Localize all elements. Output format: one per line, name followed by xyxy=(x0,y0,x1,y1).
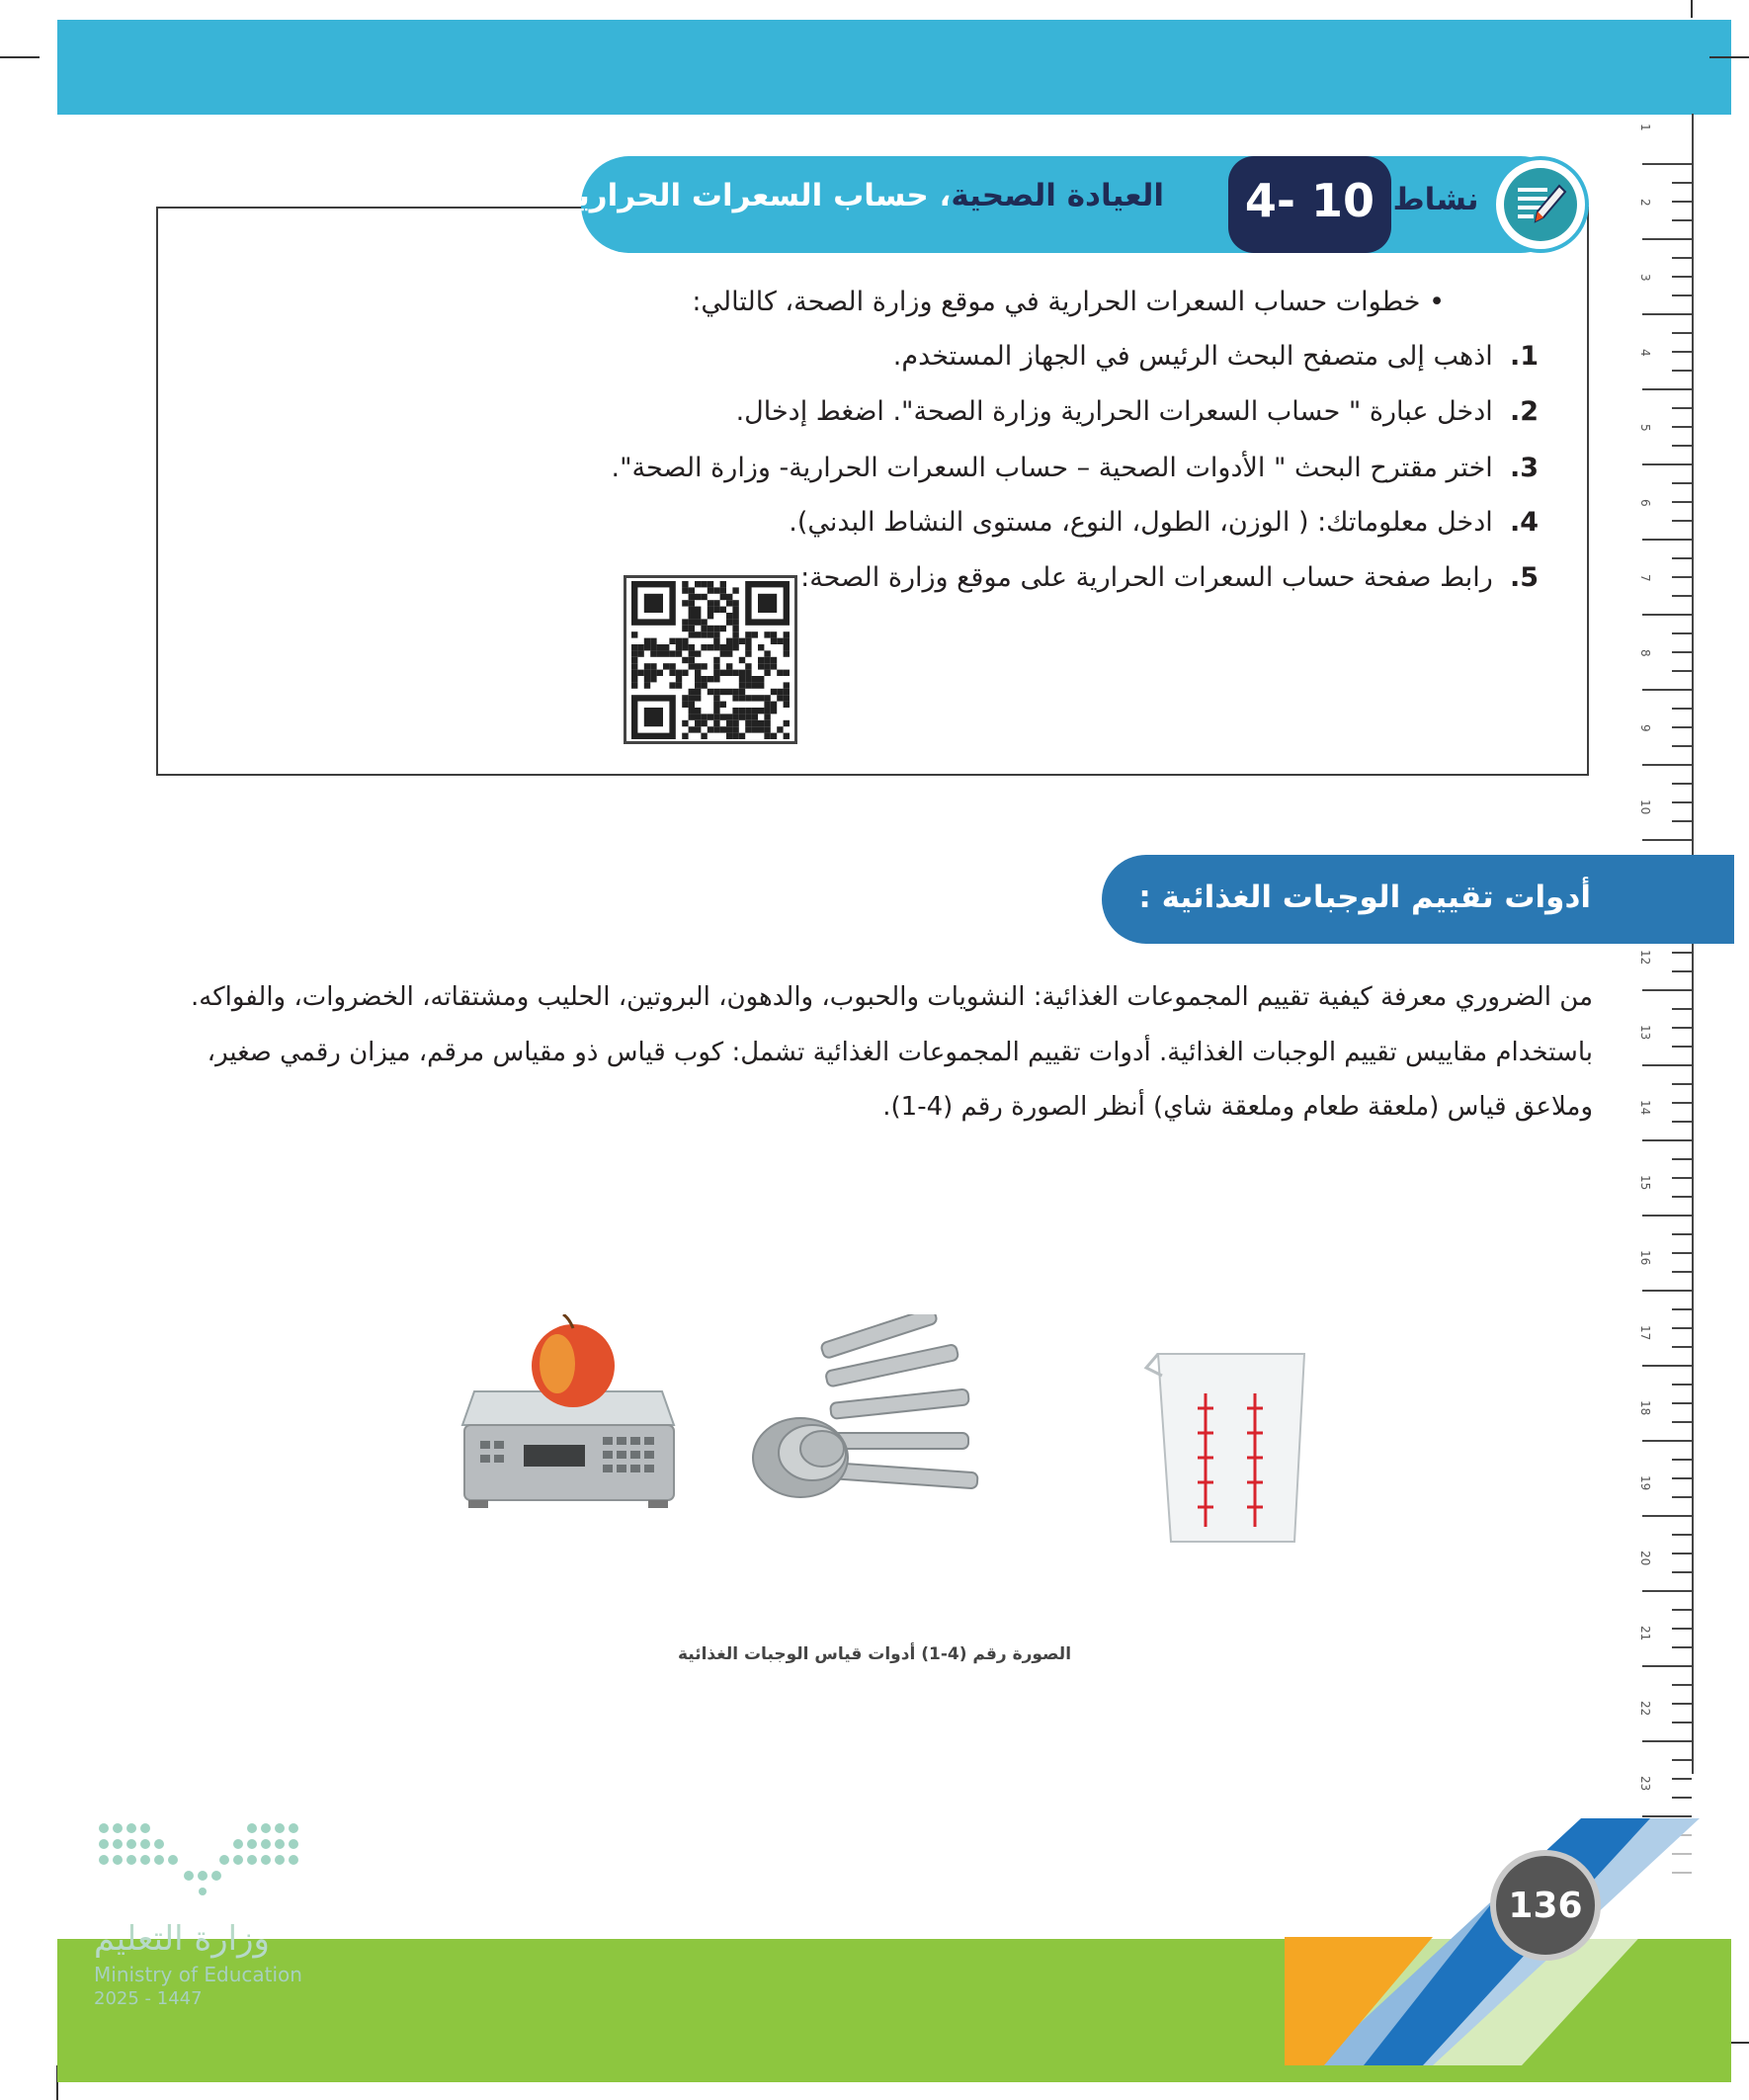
ruler-tick-minor xyxy=(1672,351,1692,353)
ruler-tick-minor xyxy=(1672,445,1692,447)
ruler-number: 5 xyxy=(1638,424,1652,432)
ruler-tick-minor xyxy=(1672,520,1692,522)
activity-step-3 xyxy=(612,453,1540,483)
section-title: أدوات تقييم الوجبات الغذائية : xyxy=(1138,880,1591,915)
ruler-tick-minor xyxy=(1672,482,1692,484)
ruler-number: 22 xyxy=(1638,1701,1652,1717)
ruler-tick-minor xyxy=(1672,1421,1692,1423)
ruler-tick-major xyxy=(1642,1515,1692,1517)
section-header xyxy=(1102,855,1734,944)
ruler-tick-major xyxy=(1642,839,1692,841)
ruler-tick-major xyxy=(1642,388,1692,390)
ruler-number: 2 xyxy=(1638,199,1652,207)
ruler-tick-minor xyxy=(1672,332,1692,334)
step-text: اختر مقترح البحث " الأدوات الصحية – حساب السعرات الحرارية- وزارة الصحة". xyxy=(611,453,1493,483)
ruler-tick-minor xyxy=(1672,726,1692,728)
activity-step-5 xyxy=(800,562,1539,593)
ruler-tick-major xyxy=(1642,1139,1692,1141)
ruler-tick-major xyxy=(1642,539,1692,541)
ruler-tick-minor xyxy=(1672,201,1692,203)
ruler-tick-minor xyxy=(1672,595,1692,597)
ruler-number: 13 xyxy=(1638,1025,1652,1041)
ruler-tick-major xyxy=(1642,313,1692,315)
section-paragraph-line-2: باستخدام مقاييس تقييم الوجبات الغذائية. أدوات تقييم المجموعات الغذائية تشمل: كوب قياس ذو مقياس مرقم، ميزان رقمي صغير، xyxy=(207,1038,1593,1067)
ruler-tick-minor xyxy=(1672,1196,1692,1198)
ruler-tick-minor xyxy=(1672,1534,1692,1536)
ministry-name-arabic: وزارة التعليم xyxy=(94,1919,270,1959)
ruler-tick-minor xyxy=(1672,632,1692,634)
activity-step-4 xyxy=(789,507,1539,538)
ruler-tick-minor xyxy=(1672,1722,1692,1723)
ruler-tick-major xyxy=(1642,989,1692,991)
step-number: 5. xyxy=(1509,562,1539,593)
ruler-tick-minor xyxy=(1672,370,1692,372)
ruler-tick-major xyxy=(1642,1740,1692,1742)
ruler-tick-minor xyxy=(1672,426,1692,428)
ruler-tick-minor xyxy=(1672,276,1692,278)
ruler-tick-minor xyxy=(1672,1083,1692,1085)
ruler-tick-major xyxy=(1642,1365,1692,1367)
ruler-tick-minor xyxy=(1672,745,1692,747)
ministry-year: 2025 - 1447 xyxy=(94,1988,203,2009)
ruler-tick-minor xyxy=(1672,407,1692,409)
pencil-notes-icon xyxy=(1504,168,1577,241)
ruler-number: 3 xyxy=(1638,274,1652,282)
ruler-number: 4 xyxy=(1638,349,1652,357)
ministry-name-english: Ministry of Education xyxy=(94,1963,302,1986)
apple-image xyxy=(532,1314,615,1407)
ruler-number: 16 xyxy=(1638,1250,1652,1266)
ruler-number: 14 xyxy=(1638,1100,1652,1116)
ruler-tick-minor xyxy=(1672,820,1692,822)
ruler-tick-minor xyxy=(1672,801,1692,803)
ruler-tick-minor xyxy=(1672,1008,1692,1010)
side-ruler xyxy=(1632,114,1702,1792)
ruler-tick-minor xyxy=(1672,1628,1692,1630)
ruler-tick-major xyxy=(1642,463,1692,465)
digital-scale-image xyxy=(462,1391,674,1508)
ruler-number: 9 xyxy=(1638,724,1652,732)
ruler-tick-minor xyxy=(1672,1271,1692,1273)
ruler-tick-minor xyxy=(1672,182,1692,184)
ruler-tick-major xyxy=(1642,614,1692,616)
ruler-number: 10 xyxy=(1638,799,1652,815)
section-paragraph-line-1: من الضروري معرفة كيفية تقييم المجموعات الغذائية: النشويات والحبوب، والدهون، البروتين، الحليب ومشتقاته، الخضروات، والفواكه. xyxy=(191,982,1593,1012)
ruler-tick-major xyxy=(1642,764,1692,766)
crop-mark xyxy=(0,56,40,58)
ruler-tick-major xyxy=(1642,1665,1692,1667)
ruler-tick-minor xyxy=(1672,1609,1692,1611)
activity-title-strong: العيادة الصحية xyxy=(951,178,1164,213)
qr-code[interactable] xyxy=(624,575,797,744)
figure-caption: الصورة رقم (4-1) أدوات قياس الوجبات الغذائية xyxy=(677,1644,1072,1664)
ruler-number: 6 xyxy=(1638,499,1652,507)
page-number-badge xyxy=(1490,1850,1601,1961)
activity-title xyxy=(559,178,1164,213)
ruler-tick-minor xyxy=(1672,1477,1692,1479)
ruler-tick-minor xyxy=(1672,1384,1692,1386)
ruler-number: 12 xyxy=(1638,950,1652,966)
ruler-tick-minor xyxy=(1672,1459,1692,1461)
ruler-tick-minor xyxy=(1672,651,1692,653)
ruler-number: 15 xyxy=(1638,1175,1652,1191)
ruler-number: 1 xyxy=(1638,124,1652,131)
ruler-tick-minor xyxy=(1672,670,1692,672)
ruler-tick-minor xyxy=(1672,1553,1692,1554)
activity-number: 4- 10 xyxy=(1244,174,1375,227)
step-number: 2. xyxy=(1509,396,1539,427)
activity-label: نشاط xyxy=(1392,182,1479,217)
ruler-tick-major xyxy=(1642,1815,1692,1817)
crop-mark xyxy=(1691,0,1693,18)
step-text: ادخل عبارة " حساب السعرات الحرارية وزارة الصحة". اضغط إدخال. xyxy=(735,396,1493,427)
ruler-tick-minor xyxy=(1672,1346,1692,1348)
ruler-tick-minor xyxy=(1672,1646,1692,1648)
ruler-tick-minor xyxy=(1672,257,1692,259)
activity-step-1 xyxy=(893,341,1539,372)
ruler-tick-minor xyxy=(1672,1046,1692,1048)
ruler-tick-minor xyxy=(1672,294,1692,296)
ruler-tick-major xyxy=(1642,1440,1692,1442)
ruler-tick-minor xyxy=(1672,1308,1692,1310)
ruler-tick-minor xyxy=(1672,1102,1692,1104)
ruler-tick-minor xyxy=(1672,1402,1692,1404)
ruler-tick-minor xyxy=(1672,1703,1692,1705)
ruler-tick-minor xyxy=(1672,219,1692,221)
ruler-tick-minor xyxy=(1672,1158,1692,1160)
ruler-tick-major xyxy=(1642,1590,1692,1592)
ruler-number: 7 xyxy=(1638,574,1652,582)
ruler-tick-major xyxy=(1642,1215,1692,1217)
ruler-tick-major xyxy=(1642,1064,1692,1066)
ruler-number: 17 xyxy=(1638,1325,1652,1341)
ruler-number: 8 xyxy=(1638,649,1652,657)
ruler-tick-major xyxy=(1642,238,1692,240)
page-number: 136 xyxy=(1508,1886,1583,1926)
section-paragraph-line-3: وملاعق قياس (ملعقة طعام وملعقة شاي) أنظر الصورة رقم (4-1). xyxy=(882,1092,1593,1122)
ruler-tick-minor xyxy=(1672,557,1692,559)
activity-icon-ring xyxy=(1492,156,1589,253)
step-text: ادخل معلوماتك: ( الوزن، الطول، النوع، مستوى النشاط البدني). xyxy=(789,507,1493,538)
ruler-number: 19 xyxy=(1638,1475,1652,1491)
ruler-tick-minor xyxy=(1672,1684,1692,1686)
activity-header xyxy=(559,156,1589,253)
ruler-axis xyxy=(1692,114,1694,1774)
activity-step-2 xyxy=(736,396,1539,427)
ruler-tick-minor xyxy=(1672,1778,1692,1780)
ministry-logo-dots xyxy=(94,1818,311,1907)
ruler-tick-minor xyxy=(1672,1327,1692,1329)
step-text: رابط صفحة حساب السعرات الحرارية على موقع وزارة الصحة: xyxy=(800,562,1493,593)
ruler-tick-minor xyxy=(1672,952,1692,954)
step-number: 3. xyxy=(1509,453,1539,483)
activity-intro-text: خطوات حساب السعرات الحرارية في موقع وزارة الصحة، كالتالي: xyxy=(692,287,1421,317)
ruler-tick-minor xyxy=(1672,1177,1692,1179)
ruler-tick-minor xyxy=(1672,970,1692,972)
top-color-band xyxy=(57,20,1731,115)
ruler-tick-minor xyxy=(1672,1797,1692,1799)
ruler-number: 20 xyxy=(1638,1551,1652,1566)
ruler-tick-minor xyxy=(1672,1759,1692,1761)
activity-intro: • خطوات حساب السعرات الحرارية في موقع وزارة الصحة، كالتالي: xyxy=(692,287,1445,317)
activity-title-rest: ، حساب السعرات الحرارية xyxy=(559,178,952,213)
ruler-number: 18 xyxy=(1638,1400,1652,1416)
step-text: اذهب إلى متصفح البحث الرئيس في الجهاز المستخدم. xyxy=(892,341,1493,372)
ruler-number: 21 xyxy=(1638,1626,1652,1641)
measuring-spoons-image xyxy=(753,1314,978,1497)
crop-mark xyxy=(1709,56,1749,58)
ruler-tick-major xyxy=(1642,163,1692,165)
ruler-tick-minor xyxy=(1672,1496,1692,1498)
ministry-logo xyxy=(94,1818,331,2016)
measuring-tools-figure xyxy=(455,1314,1324,1571)
ruler-tick-minor xyxy=(1672,501,1692,503)
ruler-tick-minor xyxy=(1672,708,1692,710)
ruler-tick-minor xyxy=(1672,576,1692,578)
ruler-tick-major xyxy=(1642,689,1692,691)
ruler-tick-major xyxy=(1642,1290,1692,1292)
ruler-tick-minor xyxy=(1672,1027,1692,1029)
activity-number-box xyxy=(1228,156,1391,253)
step-number: 4. xyxy=(1509,507,1539,538)
step-number: 1. xyxy=(1509,341,1539,372)
ruler-tick-minor xyxy=(1672,783,1692,785)
ruler-tick-minor xyxy=(1672,1252,1692,1254)
ruler-tick-minor xyxy=(1672,1121,1692,1123)
ruler-number: 23 xyxy=(1638,1776,1652,1792)
measuring-cup-image xyxy=(1146,1354,1304,1542)
ruler-tick-minor xyxy=(1672,1233,1692,1235)
ruler-tick-minor xyxy=(1672,1571,1692,1573)
